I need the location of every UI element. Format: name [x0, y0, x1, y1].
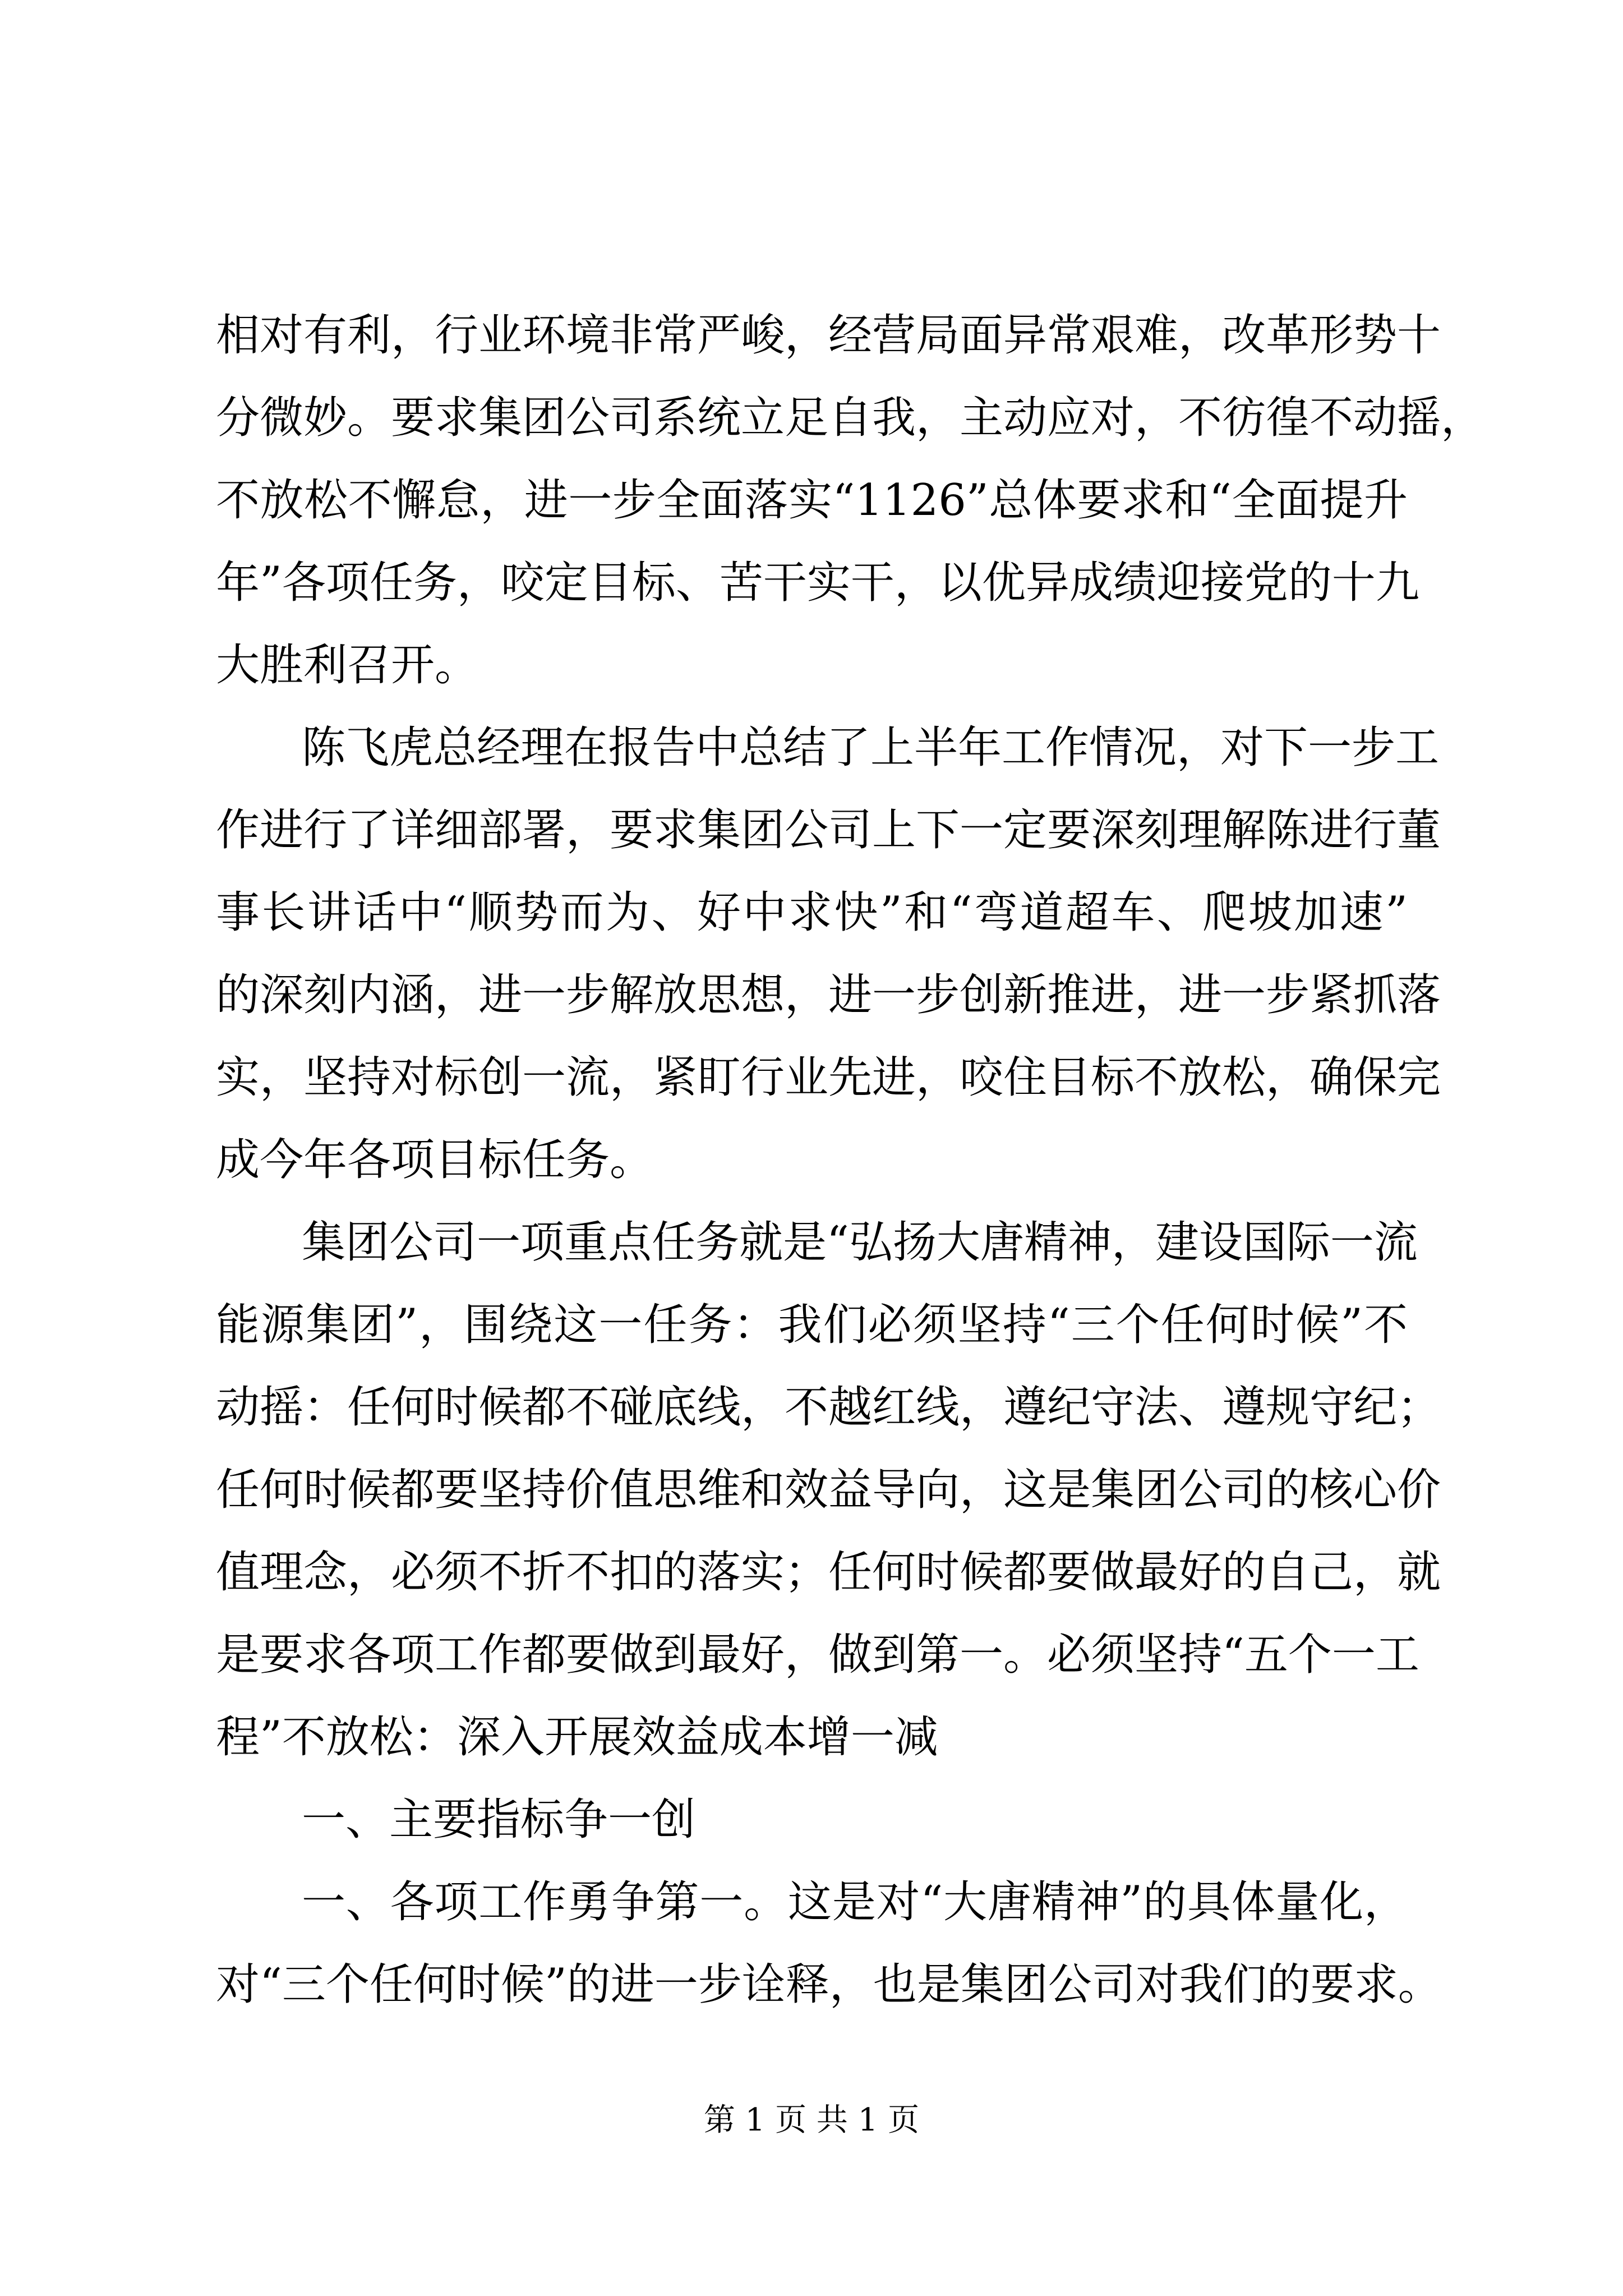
paragraph-first-line: 陈飞虎总经理在报告中总结了上半年工作情况，对下一步工 — [302, 723, 1440, 773]
text-line: 实，坚持对标创一流，紧盯行业先进，咬住目标不放松，确保完 — [216, 1052, 1441, 1103]
text-line: 的深刻内涵，进一步解放思想，进一步创新推进，进一步紧抓落 — [216, 970, 1441, 1020]
text-line: 不放松不懈怠，进一步全面落实“1126”总体要求和“全面提升 — [216, 475, 1408, 526]
text-line: 能源集团”，围绕这一任务：我们必须坚持“三个任何时候”不 — [216, 1300, 1408, 1350]
paragraph-first-line: 一、各项工作勇争第一。这是对“大唐精神”的具体量化， — [302, 1877, 1408, 1927]
text-line: 是要求各项工作都要做到最好，做到第一。必须坚持“五个一工 — [216, 1630, 1419, 1680]
text-line: 大胜利召开。 — [216, 640, 479, 691]
text-line: 相对有利，行业环境非常严峻，经营局面异常艰难，改革形势十 — [216, 310, 1441, 361]
text-line: 对“三个任何时候”的进一步诠释，也是集团公司对我们的要求。 — [216, 1959, 1442, 2010]
text-line: 分微妙。要求集团公司系统立足自我，主动应对，不彷徨不动摇， — [216, 393, 1485, 443]
text-line: 任何时候都要坚持价值思维和效益导向，这是集团公司的核心价 — [216, 1465, 1441, 1515]
text-line: 成今年各项目标任务。 — [216, 1135, 654, 1185]
text-line: 值理念，必须不折不扣的落实；任何时候都要做最好的自己，就 — [216, 1547, 1441, 1598]
paragraph-first-line: 集团公司一项重点任务就是“弘扬大唐精神，建设国际一流 — [302, 1217, 1418, 1268]
text-line: 作进行了详细部署，要求集团公司上下一定要深刻理解陈进行董 — [216, 805, 1441, 855]
text-line: 程”不放松：深入开展效益成本增一减 — [216, 1712, 938, 1763]
text-line: 动摇：任何时候都不碰底线，不越红线，遵纪守法、遵规守纪； — [216, 1382, 1441, 1433]
section-heading: 一、主要指标争一创 — [302, 1795, 696, 1845]
page-number-footer: 第 1 页 共 1 页 — [703, 2102, 920, 2138]
text-line: 年”各项任务，咬定目标、苦干实干，以优异成绩迎接党的十九 — [216, 558, 1419, 608]
text-line: 事长讲话中“顺势而为、好中求快”和“弯道超车、爬坡加速” — [216, 887, 1408, 938]
